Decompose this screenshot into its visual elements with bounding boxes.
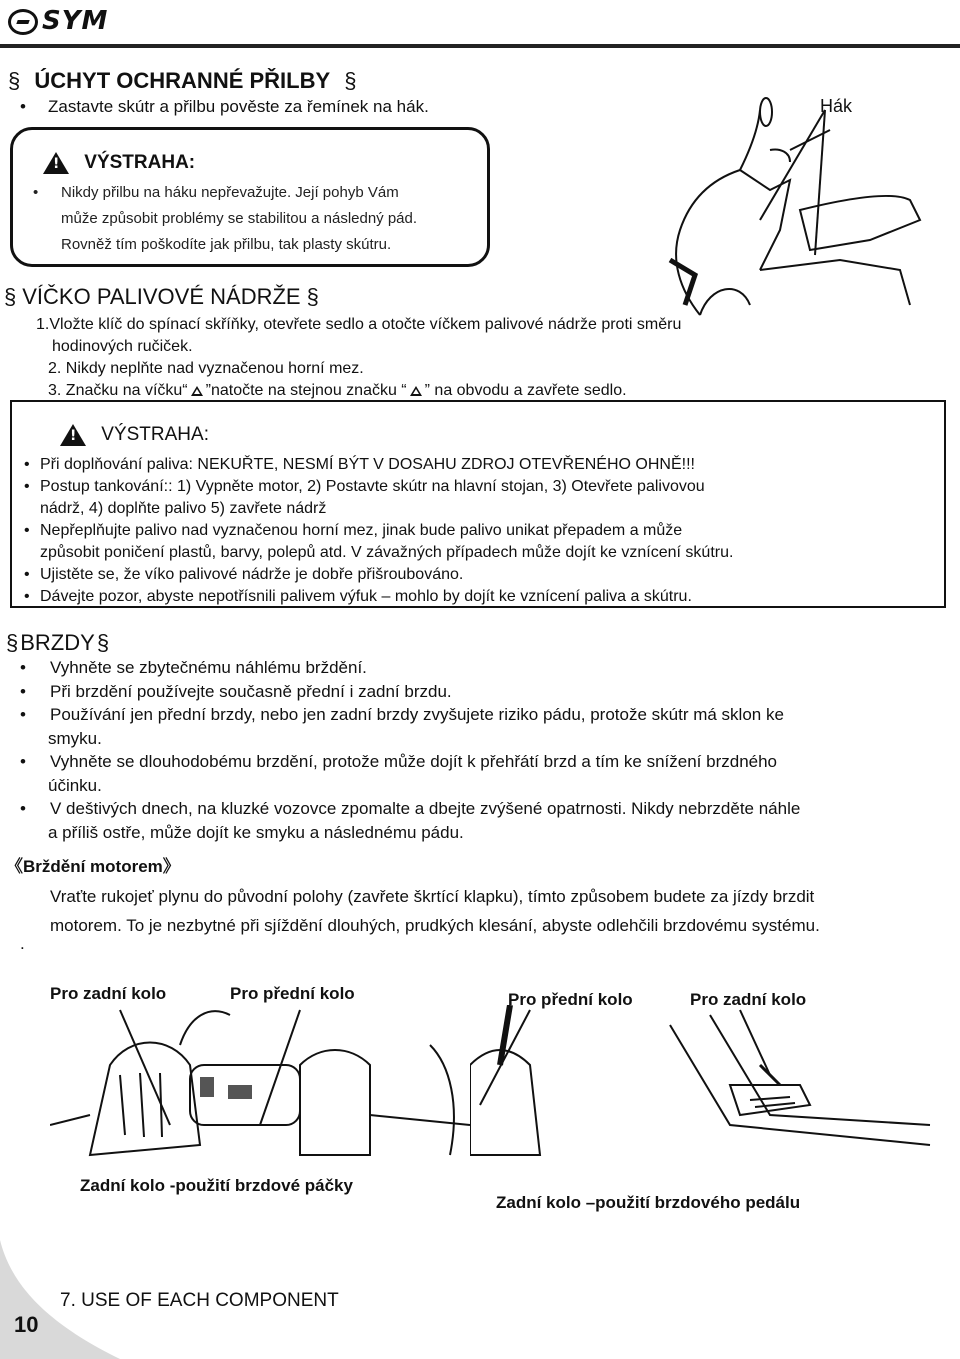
warning-title-text: VÝSTRAHA: bbox=[101, 424, 209, 446]
fuel-title-text: VÍČKO PALIVOVÉ NÁDRŽE bbox=[22, 284, 301, 309]
bullet-dot: • bbox=[24, 456, 30, 473]
warning-icon bbox=[60, 424, 86, 446]
fuel-step-1b: hodinových ručiček. bbox=[52, 338, 193, 355]
brake-item-text: Vyhněte se dlouhodobému brzdění, protože může dojít k přehřátí brzd a tím ke snížení brzdného bbox=[50, 752, 778, 771]
helmet-warning-text bbox=[33, 180, 417, 258]
bullet-dot: • bbox=[20, 752, 26, 771]
stray-dot: . bbox=[20, 934, 25, 953]
helmet-warning-title bbox=[43, 152, 195, 174]
warning-line-text: způsobit poničení plastů, barvy, polepů atd. V závažných případech může dojít ke vznícení skútru. bbox=[40, 544, 734, 561]
warning-line-text: nádrž, 4) doplňte palivo 5) zavřete nádrž bbox=[40, 500, 327, 517]
fuel-steps bbox=[36, 314, 681, 402]
fuel-warning-box bbox=[10, 400, 946, 608]
left-hand-glove bbox=[90, 1043, 200, 1156]
mirror-stem-right bbox=[430, 1045, 454, 1155]
warning-line-text: Postup tankování:: 1) Vypněte motor, 2) Postavte skútr na hlavní stojan, 3) Otevřete palivovou bbox=[40, 478, 705, 495]
fuel-warning-title bbox=[60, 424, 209, 446]
warning-line bbox=[24, 586, 940, 608]
helmet-bullet-text: Zastavte skútr a přilbu pověste za řemínek na hák. bbox=[48, 97, 429, 116]
fuel-step-3c: ” na obvodu a zavřete sedlo. bbox=[424, 382, 627, 399]
bullet-dot: • bbox=[20, 799, 26, 818]
warning-line bbox=[33, 180, 417, 206]
pedal-ridges bbox=[750, 1097, 795, 1107]
pedal-arrow bbox=[760, 1065, 780, 1085]
sym-logo-icon bbox=[8, 9, 38, 35]
brake-item-text: smyku. bbox=[48, 728, 102, 748]
triangle-mark-icon bbox=[191, 386, 203, 396]
hook-pointer-2 bbox=[815, 110, 825, 255]
triangle-mark-icon bbox=[410, 386, 422, 396]
engine-text-line: motorem. To je nezbytné při sjíždění dlouhých, prudkých klesání, abyste odlehčili brzdovému systému. bbox=[50, 916, 820, 935]
brake-lever-figure bbox=[50, 1005, 470, 1175]
left-fingers bbox=[120, 1073, 162, 1137]
brake-item-text: a příliš ostře, může dojít ke smyku a následnému pádu. bbox=[48, 822, 464, 842]
hook-pointer bbox=[760, 110, 825, 220]
fuel-section-title bbox=[4, 284, 319, 310]
warning-line bbox=[24, 454, 940, 476]
sym-logo bbox=[8, 6, 108, 36]
right-hand-glove bbox=[300, 1050, 370, 1155]
engine-braking-title: 《Brždění motorem》 bbox=[6, 857, 180, 876]
brakes-list bbox=[20, 656, 940, 844]
warning-line-text: Při doplňování paliva: NEKUŘTE, NESMÍ BÝT V DOSAHU ZDROJ OTEVŘENÉHO OHNĚ!!! bbox=[40, 456, 695, 473]
warning-icon bbox=[43, 152, 69, 174]
mirror-stem bbox=[740, 110, 760, 170]
mirror bbox=[760, 98, 772, 126]
front-wheel-arc bbox=[700, 289, 750, 315]
brake-item-text: Při brzdění používejte současně přední i zadní brzdu. bbox=[50, 681, 452, 701]
header-rule bbox=[0, 44, 960, 48]
front-body bbox=[676, 170, 740, 315]
scooter-hook-figure bbox=[640, 90, 940, 320]
label-front-wheel-right: Pro přední kolo bbox=[508, 990, 633, 1009]
warning-line-text: může způsobit problémy se stabilitou a následný pád. bbox=[61, 210, 418, 227]
fuel-step-1a: 1.Vložte klíč do spínací skříňky, otevřete sedlo a otočte víčkem palivové nádrže proti směru bbox=[36, 316, 682, 333]
warning-line-text: Nikdy přilbu na háku nepřevažujte. Její pohyb Vám bbox=[61, 184, 399, 201]
section-mark: § bbox=[344, 68, 357, 93]
pointer-line-rear-2 bbox=[740, 1010, 770, 1075]
bullet-dot: • bbox=[24, 566, 30, 583]
label-rear-wheel-right: Pro zadní kolo bbox=[690, 990, 807, 1009]
warning-title-text: VÝSTRAHA: bbox=[84, 152, 196, 174]
helmet-title-text: ÚCHYT OCHRANNÉ PŘILBY bbox=[34, 68, 331, 93]
brakes-title-text: BRZDY bbox=[20, 630, 95, 655]
bullet-dot: • bbox=[20, 705, 26, 724]
warning-line bbox=[24, 520, 940, 542]
brake-item bbox=[20, 656, 940, 680]
section-mark: § bbox=[96, 630, 110, 655]
bullet-dot: • bbox=[20, 97, 26, 116]
fuel-warning-text bbox=[24, 454, 940, 608]
bullet-dot: • bbox=[20, 681, 26, 701]
fuel-step-3a: 3. Značku na víčku“ bbox=[48, 382, 188, 399]
brake-item bbox=[20, 680, 940, 704]
label-front-wheel-left: Pro přední kolo bbox=[230, 984, 355, 1003]
bullet-dot: • bbox=[24, 588, 30, 605]
warning-line-text: Ujistěte se, že víko palivové nádrže je dobře přišroubováno. bbox=[40, 566, 464, 583]
caption-brake-lever: Zadní kolo -použití brzdové páčky bbox=[80, 1176, 353, 1195]
mirror-stem-left bbox=[180, 1011, 230, 1045]
floorboard bbox=[760, 260, 910, 305]
label-rear-wheel-left: Pro zadní kolo bbox=[50, 984, 167, 1003]
section-mark: § bbox=[306, 284, 319, 309]
brake-pedal-figure bbox=[470, 1005, 940, 1185]
fork bbox=[670, 260, 695, 305]
bullet-dot: • bbox=[20, 658, 26, 677]
engine-text-line: Vraťte rukojeť plynu do původní polohy (zavřete škrtící klapku), tímto způsobem budete za jízdy brzdit bbox=[50, 887, 815, 906]
brake-item bbox=[20, 703, 940, 727]
helmet-section-title bbox=[8, 68, 357, 94]
pointer-line-rear bbox=[120, 1010, 170, 1125]
brake-item-text: Používání jen přední brzdy, nebo jen zadní brzdy zvyšujete riziko pádu, protože skútr má sklon ke bbox=[50, 705, 784, 724]
logo-text: SYM bbox=[42, 6, 109, 36]
brake-item-text: Vyhněte se zbytečnému náhlému brždění. bbox=[50, 658, 367, 677]
page-number: 10 bbox=[14, 1312, 39, 1337]
helmet-bullet bbox=[20, 96, 429, 117]
warning-line-text: Dávejte pozor, abyste nepotřísnili palivem výfuk – mohlo by dojít ke vznícení paliva a skútru. bbox=[40, 588, 692, 605]
warning-line-text: Rovněž tím poškodíte jak přilbu, tak plasty skútru. bbox=[61, 236, 392, 253]
warning-line bbox=[24, 564, 940, 586]
section-mark: § bbox=[4, 284, 17, 309]
engine-braking-text bbox=[50, 882, 820, 940]
brake-item-text: účinku. bbox=[48, 775, 102, 795]
caption-brake-pedal: Zadní kolo –použití brzdového pedálu bbox=[496, 1193, 801, 1212]
fuel-step-2: 2. Nikdy neplňte nad vyznačenou horní mez. bbox=[48, 360, 364, 377]
hook-label: Hák bbox=[820, 96, 853, 116]
warning-line-text: Nepřeplňujte palivo nad vyznačenou horní mez, jinak bude palivo unikat přepadem a může bbox=[40, 522, 683, 539]
legshield bbox=[740, 170, 790, 270]
brake-item-text: V deštivých dnech, na kluzké vozovce zpomalte a dbejte zvýšené opatrnosti. Nikdy nebrzděte náhle bbox=[50, 799, 801, 818]
fuel-step-3b: ”natočte na stejnou značku “ bbox=[205, 382, 407, 399]
handlebar bbox=[770, 150, 790, 163]
footer-section-title: 7. USE OF EACH COMPONENT bbox=[60, 1290, 339, 1311]
switch-button bbox=[200, 1077, 214, 1097]
bullet-dot: • bbox=[24, 522, 30, 539]
helmet-warning-box bbox=[10, 127, 490, 267]
section-mark: § bbox=[8, 68, 21, 93]
brakes-section-title bbox=[6, 630, 109, 656]
brake-item bbox=[20, 750, 940, 774]
fuel-step-3 bbox=[36, 380, 681, 402]
brake-item bbox=[20, 797, 940, 821]
warning-line bbox=[24, 476, 940, 498]
switch-button bbox=[228, 1085, 252, 1099]
bullet-dot: • bbox=[24, 478, 30, 495]
body-outline-2 bbox=[710, 1015, 930, 1125]
brake-pedal bbox=[730, 1085, 810, 1115]
bullet-dot: • bbox=[33, 184, 39, 201]
section-mark: § bbox=[6, 630, 19, 655]
